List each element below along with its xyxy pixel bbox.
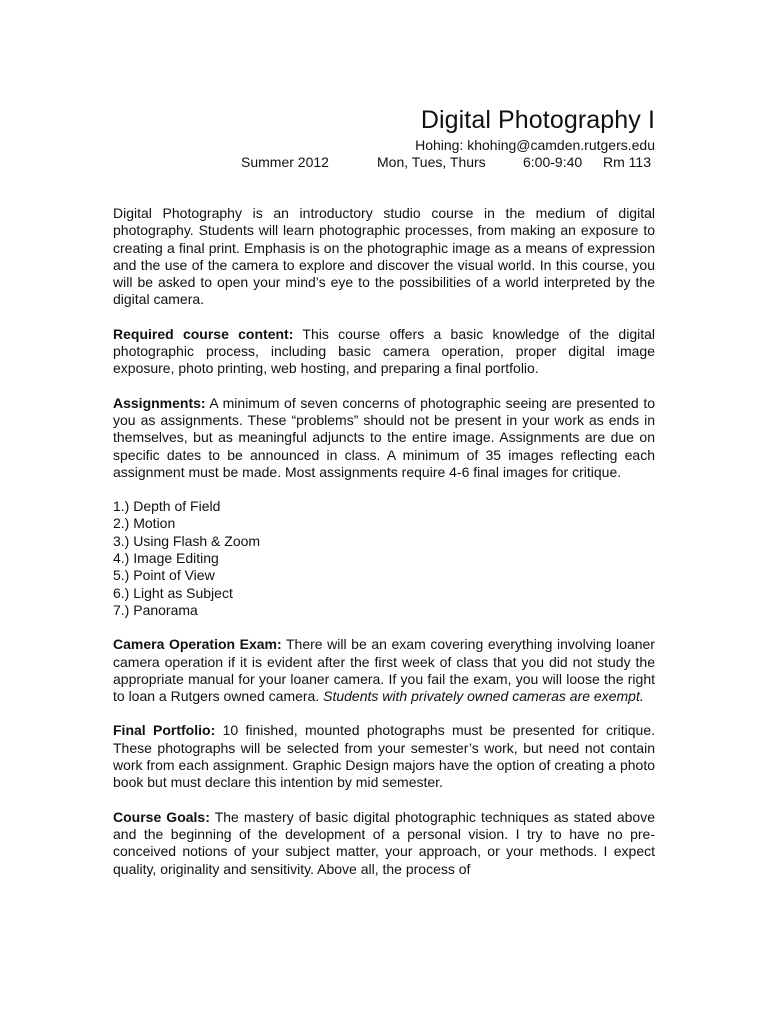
required-content-label: Required course content: [113,325,294,342]
course-goals-text: The mastery of basic digital photographic techniques as stated above and the beginning of the development of a personal vision. I try to have no pre-conceived notions of your subject matter, your approach, or your methods. I expect quality, originality and sensitivity. Above all, the process of [113,808,655,877]
camera-exam-note: Students with privately owned cameras are exempt. [323,688,644,705]
course-goals-label: Course Goals: [113,808,210,825]
assignments-label: Assignments: [113,394,206,411]
final-portfolio-paragraph [113,722,655,791]
final-portfolio-label: Final Portfolio: [113,722,216,739]
schedule-time: 6:00-9:40 [523,154,583,170]
list-item: 1.) Depth of Field [113,498,221,515]
final-portfolio-text: 10 finished, mounted photographs must be presented for critique. These photographs will be selected from your semester’s work, but need not contain work from each assignment. Graphic Design majors have the option of creating a photo book but must declare this intention by mid semester. [113,722,655,791]
document-body [113,205,655,895]
course-goals-paragraph [113,809,655,878]
list-item: 6.) Light as Subject [113,584,233,601]
list-item: 4.) Image Editing [113,550,219,567]
assignments-text: A minimum of seven concerns of photographic seeing are presented to you as assignments. These “problems” should not be present in your work as ends in themselves, but as meaningful adjuncts to the entire image. Assignments are due on specific dates to be announced in class. A minimum of 35 images reflecting each assignment must be made. Most assignments require 4-6 final images for critique. [113,394,655,480]
camera-exam-paragraph [113,636,655,705]
page-title: Digital Photography I [420,106,655,134]
intro-paragraph: Digital Photography is an introductory studio course in the medium of digital photography. Students will learn photographic processes, from making an exposure to creating a final print. Emphasis is on the photographic image as a means of expression and the use of the camera to explore and discover the visual world. In this course, you will be asked to open your mind’s eye to the possibilities of a world interpreted by the digital camera. [113,205,655,308]
instructor-contact: Hohing: khohing@camden.rutgers.edu [415,137,655,153]
list-item: 2.) Motion [113,515,176,532]
schedule-days: Mon, Tues, Thurs [377,154,486,170]
required-content-paragraph [113,326,655,378]
schedule-row [113,153,655,172]
list-item: 5.) Point of View [113,567,215,584]
assignment-list [113,498,655,619]
assignments-paragraph [113,395,655,481]
schedule-room: Rm 113 [603,154,651,170]
camera-exam-text: There will be an exam covering everything involving loaner camera operation if it is evident after the first week of class that you did not study the appropriate manual for your loaner camera. If you fail the exam, you will loose the right to loan a Rutgers owned camera. [113,636,655,705]
schedule-term: Summer 2012 [241,154,329,170]
required-content-text: This course offers a basic knowledge of the digital photographic process, including basic camera operation, proper digital image exposure, photo printing, web hosting, and preparing a final portfolio. [113,325,655,377]
list-item: 7.) Panorama [113,601,198,618]
list-item: 3.) Using Flash & Zoom [113,532,261,549]
document-header [415,104,655,155]
camera-exam-label: Camera Operation Exam: [113,636,282,653]
